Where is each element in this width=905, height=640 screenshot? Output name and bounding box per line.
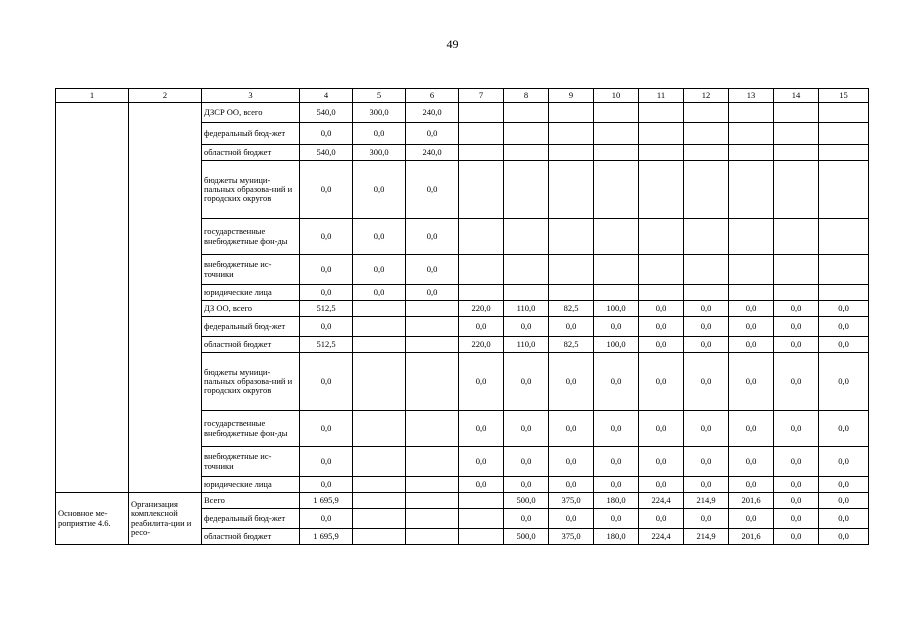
value-cell (504, 255, 549, 285)
funding-source-label: внебюджетные ис-точники (202, 447, 300, 477)
value-cell: 0,0 (504, 477, 549, 493)
value-cell (406, 301, 459, 317)
value-cell: 0,0 (774, 301, 819, 317)
value-cell (774, 145, 819, 161)
column-header: 1 (56, 89, 129, 103)
value-cell (639, 123, 684, 145)
value-cell: 0,0 (774, 509, 819, 529)
funding-source-label: внебюджетные ис-точники (202, 255, 300, 285)
value-cell (549, 161, 594, 219)
value-cell: 100,0 (594, 301, 639, 317)
value-cell: 0,0 (774, 353, 819, 411)
value-cell: 0,0 (353, 161, 406, 219)
value-cell: 220,0 (459, 337, 504, 353)
value-cell (684, 123, 729, 145)
value-cell: 0,0 (819, 477, 869, 493)
value-cell (594, 123, 639, 145)
value-cell: 0,0 (300, 285, 353, 301)
value-cell: 0,0 (549, 353, 594, 411)
value-cell (504, 103, 549, 123)
value-cell (639, 145, 684, 161)
value-cell (774, 285, 819, 301)
value-cell (594, 145, 639, 161)
value-cell: 0,0 (819, 529, 869, 545)
value-cell: 220,0 (459, 301, 504, 317)
column-header: 8 (504, 89, 549, 103)
value-cell (639, 103, 684, 123)
value-cell: 500,0 (504, 493, 549, 509)
value-cell (819, 123, 869, 145)
value-cell: 0,0 (300, 477, 353, 493)
value-cell: 0,0 (300, 447, 353, 477)
value-cell (729, 161, 774, 219)
value-cell (594, 219, 639, 255)
value-cell (549, 285, 594, 301)
value-cell: 0,0 (459, 411, 504, 447)
value-cell: 0,0 (459, 447, 504, 477)
value-cell: 0,0 (729, 353, 774, 411)
value-cell: 0,0 (819, 411, 869, 447)
value-cell (594, 255, 639, 285)
value-cell: 201,6 (729, 493, 774, 509)
value-cell (406, 353, 459, 411)
value-cell: 0,0 (300, 317, 353, 337)
value-cell: 0,0 (684, 301, 729, 317)
value-cell: 0,0 (684, 477, 729, 493)
value-cell: 0,0 (774, 477, 819, 493)
value-cell (549, 123, 594, 145)
value-cell (459, 493, 504, 509)
value-cell (729, 255, 774, 285)
value-cell: 0,0 (819, 317, 869, 337)
table-row (56, 493, 869, 509)
value-cell (729, 285, 774, 301)
value-cell: 0,0 (504, 317, 549, 337)
value-cell: 0,0 (300, 255, 353, 285)
value-cell (353, 477, 406, 493)
value-cell: 0,0 (406, 219, 459, 255)
value-cell: 0,0 (819, 353, 869, 411)
value-cell (774, 103, 819, 123)
value-cell: 82,5 (549, 337, 594, 353)
funding-source-label: Всего (202, 493, 300, 509)
value-cell: 0,0 (300, 219, 353, 255)
value-cell: 0,0 (639, 411, 684, 447)
funding-source-label: юридические лица (202, 285, 300, 301)
value-cell (684, 161, 729, 219)
value-cell: 375,0 (549, 493, 594, 509)
value-cell: 224,4 (639, 493, 684, 509)
column-header: 13 (729, 89, 774, 103)
value-cell: 100,0 (594, 337, 639, 353)
value-cell (459, 161, 504, 219)
value-cell: 0,0 (504, 353, 549, 411)
value-cell (459, 509, 504, 529)
value-cell (639, 219, 684, 255)
value-cell: 0,0 (406, 285, 459, 301)
value-cell: 0,0 (729, 477, 774, 493)
value-cell: 0,0 (639, 477, 684, 493)
value-cell: 0,0 (729, 301, 774, 317)
value-cell (459, 285, 504, 301)
value-cell (819, 219, 869, 255)
column-header: 5 (353, 89, 406, 103)
value-cell: 240,0 (406, 145, 459, 161)
value-cell (406, 477, 459, 493)
value-cell: 0,0 (729, 317, 774, 337)
value-cell (504, 285, 549, 301)
value-cell: 1 695,9 (300, 529, 353, 545)
value-cell: 0,0 (594, 509, 639, 529)
value-cell: 0,0 (504, 509, 549, 529)
value-cell (406, 493, 459, 509)
table-row (56, 103, 869, 123)
value-cell (549, 219, 594, 255)
value-cell (504, 161, 549, 219)
value-cell: 0,0 (729, 509, 774, 529)
column-header: 9 (549, 89, 594, 103)
value-cell (684, 219, 729, 255)
funding-source-label: федеральный бюд-жет (202, 317, 300, 337)
value-cell: 0,0 (774, 317, 819, 337)
column-header: 2 (129, 89, 202, 103)
funding-source-label: государственные внебюджетные фон-ды (202, 411, 300, 447)
value-cell: 0,0 (684, 411, 729, 447)
column-header: 12 (684, 89, 729, 103)
value-cell: 0,0 (300, 509, 353, 529)
funding-source-label: бюджеты муници-пальных образова-ний и городских округов (202, 353, 300, 411)
funding-source-label: областной бюджет (202, 145, 300, 161)
page-number: 49 (446, 37, 459, 51)
value-cell (459, 529, 504, 545)
funding-source-label: государственные внебюджетные фон-ды (202, 219, 300, 255)
value-cell (594, 103, 639, 123)
value-cell: 0,0 (549, 317, 594, 337)
value-cell: 0,0 (819, 337, 869, 353)
funding-source-label: юридические лица (202, 477, 300, 493)
value-cell: 500,0 (504, 529, 549, 545)
value-cell (549, 255, 594, 285)
value-cell: 0,0 (729, 447, 774, 477)
value-cell: 0,0 (594, 447, 639, 477)
value-cell: 0,0 (353, 219, 406, 255)
value-cell: 214,9 (684, 493, 729, 509)
value-cell (729, 219, 774, 255)
value-cell: 0,0 (594, 353, 639, 411)
value-cell (684, 145, 729, 161)
measure-code-cell: Основное ме-роприятие 4.6. (56, 493, 129, 545)
value-cell: 0,0 (819, 509, 869, 529)
value-cell (353, 509, 406, 529)
value-cell: 0,0 (594, 411, 639, 447)
value-cell (406, 411, 459, 447)
value-cell (459, 255, 504, 285)
value-cell: 0,0 (353, 123, 406, 145)
column-header: 4 (300, 89, 353, 103)
value-cell: 110,0 (504, 301, 549, 317)
value-cell (406, 529, 459, 545)
value-cell: 540,0 (300, 145, 353, 161)
value-cell: 180,0 (594, 493, 639, 509)
value-cell (406, 337, 459, 353)
measure-name-cell (129, 103, 202, 493)
value-cell: 0,0 (684, 447, 729, 477)
value-cell (353, 447, 406, 477)
value-cell: 0,0 (684, 317, 729, 337)
value-cell: 0,0 (639, 447, 684, 477)
value-cell: 0,0 (774, 447, 819, 477)
value-cell: 0,0 (353, 285, 406, 301)
value-cell (774, 219, 819, 255)
value-cell: 0,0 (549, 509, 594, 529)
value-cell: 0,0 (729, 337, 774, 353)
value-cell: 0,0 (594, 477, 639, 493)
value-cell (729, 145, 774, 161)
value-cell (459, 219, 504, 255)
value-cell: 0,0 (639, 337, 684, 353)
funding-source-label: федеральный бюд-жет (202, 509, 300, 529)
column-header: 7 (459, 89, 504, 103)
value-cell: 0,0 (459, 353, 504, 411)
value-cell (594, 161, 639, 219)
value-cell: 0,0 (504, 411, 549, 447)
measure-name-cell: Организация комплексной реабилита-ции и ресо- (129, 493, 202, 545)
funding-source-label: ДЗСР ОО, всего (202, 103, 300, 123)
value-cell: 375,0 (549, 529, 594, 545)
value-cell: 0,0 (594, 317, 639, 337)
value-cell (353, 317, 406, 337)
value-cell (549, 145, 594, 161)
value-cell (819, 103, 869, 123)
funding-source-label: федеральный бюд-жет (202, 123, 300, 145)
column-header: 6 (406, 89, 459, 103)
value-cell: 0,0 (684, 509, 729, 529)
value-cell (774, 123, 819, 145)
value-cell: 0,0 (639, 317, 684, 337)
value-cell (353, 529, 406, 545)
value-cell (819, 145, 869, 161)
budget-table (55, 88, 869, 545)
value-cell: 0,0 (819, 493, 869, 509)
value-cell: 0,0 (300, 353, 353, 411)
value-cell (729, 123, 774, 145)
value-cell: 0,0 (774, 411, 819, 447)
value-cell: 512,5 (300, 337, 353, 353)
value-cell (684, 103, 729, 123)
value-cell (594, 285, 639, 301)
value-cell: 180,0 (594, 529, 639, 545)
value-cell (353, 301, 406, 317)
value-cell (504, 123, 549, 145)
value-cell (639, 255, 684, 285)
value-cell (684, 285, 729, 301)
value-cell: 201,6 (729, 529, 774, 545)
value-cell (774, 161, 819, 219)
value-cell: 0,0 (639, 301, 684, 317)
value-cell (819, 285, 869, 301)
column-header: 3 (202, 89, 300, 103)
value-cell (406, 317, 459, 337)
value-cell: 82,5 (549, 301, 594, 317)
value-cell: 0,0 (406, 255, 459, 285)
value-cell (819, 161, 869, 219)
value-cell: 0,0 (774, 493, 819, 509)
funding-source-label: областной бюджет (202, 529, 300, 545)
value-cell (639, 161, 684, 219)
value-cell (639, 285, 684, 301)
value-cell: 0,0 (774, 529, 819, 545)
value-cell (406, 447, 459, 477)
value-cell (353, 353, 406, 411)
value-cell: 224,4 (639, 529, 684, 545)
value-cell: 0,0 (819, 447, 869, 477)
value-cell: 0,0 (639, 353, 684, 411)
value-cell: 0,0 (406, 123, 459, 145)
value-cell (504, 145, 549, 161)
value-cell: 214,9 (684, 529, 729, 545)
value-cell (684, 255, 729, 285)
column-number-row (56, 89, 869, 103)
value-cell: 0,0 (300, 411, 353, 447)
value-cell: 512,5 (300, 301, 353, 317)
column-header: 10 (594, 89, 639, 103)
value-cell (549, 103, 594, 123)
value-cell: 0,0 (549, 411, 594, 447)
value-cell: 0,0 (300, 123, 353, 145)
value-cell: 1 695,9 (300, 493, 353, 509)
value-cell (353, 411, 406, 447)
funding-source-label: областной бюджет (202, 337, 300, 353)
column-header: 14 (774, 89, 819, 103)
value-cell: 300,0 (353, 145, 406, 161)
value-cell: 0,0 (774, 337, 819, 353)
value-cell (353, 493, 406, 509)
value-cell (504, 219, 549, 255)
value-cell (406, 509, 459, 529)
value-cell: 0,0 (459, 477, 504, 493)
value-cell: 0,0 (684, 337, 729, 353)
funding-source-label: ДЗ ОО, всего (202, 301, 300, 317)
value-cell (459, 103, 504, 123)
value-cell: 110,0 (504, 337, 549, 353)
value-cell: 0,0 (353, 255, 406, 285)
value-cell (459, 123, 504, 145)
value-cell: 0,0 (819, 301, 869, 317)
value-cell: 0,0 (549, 477, 594, 493)
value-cell: 300,0 (353, 103, 406, 123)
value-cell: 0,0 (300, 161, 353, 219)
value-cell (819, 255, 869, 285)
value-cell (729, 103, 774, 123)
value-cell (774, 255, 819, 285)
value-cell: 0,0 (406, 161, 459, 219)
column-header: 11 (639, 89, 684, 103)
funding-source-label: бюджеты муници-пальных образова-ний и городских округов (202, 161, 300, 219)
value-cell: 0,0 (504, 447, 549, 477)
value-cell: 0,0 (729, 411, 774, 447)
value-cell (459, 145, 504, 161)
value-cell: 0,0 (684, 353, 729, 411)
value-cell: 240,0 (406, 103, 459, 123)
value-cell: 0,0 (639, 509, 684, 529)
value-cell: 0,0 (459, 317, 504, 337)
value-cell: 540,0 (300, 103, 353, 123)
value-cell: 0,0 (549, 447, 594, 477)
value-cell (353, 337, 406, 353)
measure-code-cell (56, 103, 129, 493)
column-header: 15 (819, 89, 869, 103)
